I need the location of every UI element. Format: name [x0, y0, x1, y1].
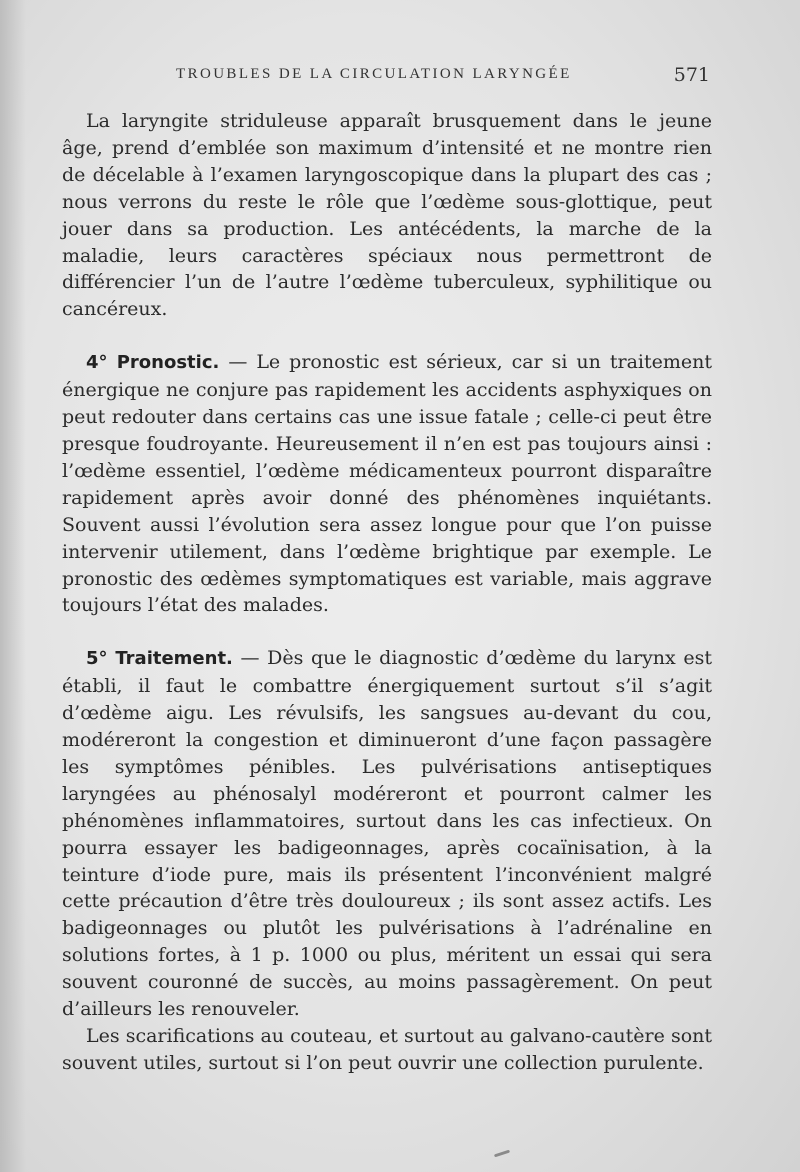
section-heading-traitement: 5° Traitement.	[86, 648, 233, 670]
page-header	[60, 64, 712, 94]
paragraph-text: — Le pronostic est sérieux, car si un traitement énergique ne conjure pas rapidement les accidents asphyxiques on peut redouter dans certains cas une issue fatale ; celle-ci peut être presque foudroyante. Heureusement il n’en est pas toujours ainsi : l’œdème essentiel, l’œdème médicamenteux pourront disparaître rapidement après avoir donné des phénomènes inquiétants. Souvent aussi l’évolution sera assez longue pour que l’on puisse intervenir utilement, dans l’œdème brightique par exemple. Le pronostic des œdèmes symptomatiques est variable, mais aggrave toujours l’état des malades.	[62, 351, 713, 617]
ink-smudge	[494, 1150, 510, 1158]
paragraph-traitement	[62, 645, 712, 1023]
paragraph-pronostic	[62, 349, 712, 619]
paragraph-scarifications	[62, 1023, 712, 1077]
paragraph-text: — Dès que le diagnostic d’œdème du larynx est établi, il faut le combattre énergiquement surtout s’il s’agit d’œdème aigu. Les révulsifs, les sangsues au-devant du cou, modéreront la congestion et diminueront d’une façon passagère les symptômes pénibles. Les pulvérisations antiseptiques laryngées au phénosalyl modéreront et pourront calmer les phénomènes inflammatoires, surtout dans les cas infectieux. On pourra essayer les badigeonnages, après cocaïnisation, à la teinture d’iode pure, mais ils présentent l’inconvénient malgré cette précaution d’être très douloureux ; ils sont assez actifs. Les badigeonnages ou plutôt les pulvérisations à l’adrénaline en solutions fortes, à 1 p. 1000 ou plus, méritent un essai qui sera souvent couronné de succès, au moins passagèrement. On peut d’ailleurs les renouveler.	[62, 647, 712, 1021]
section-heading-pronostic: 4° Pronostic.	[86, 352, 220, 374]
page-body	[62, 108, 712, 1077]
page-gutter-shadow	[0, 0, 26, 1172]
page-number: 571	[673, 64, 710, 86]
paragraph-differential-diagnosis	[62, 108, 712, 323]
paragraph-text: La laryngite striduleuse apparaît brusquement dans le jeune âge, prend d’emblée son maximum d’intensité et ne montre rien de décelable à l’examen laryngoscopique dans la plupart des cas ; nous verrons du reste le rôle que l’œdème sous-glottique, peut jouer dans sa production. Les antécédents, la marche de la maladie, leurs caractères spéciaux nous permettront de différencier l’un de l’autre l’œdème tuberculeux, syphilitique ou cancéreux.	[62, 110, 712, 321]
running-head: TROUBLES DE LA CIRCULATION LARYNGÉE	[176, 66, 572, 82]
paragraph-text: Les scarifications au couteau, et surtout au galvano-cautère sont souvent utiles, surtout si l’on peut ouvrir une collection purulente.	[62, 1025, 712, 1074]
